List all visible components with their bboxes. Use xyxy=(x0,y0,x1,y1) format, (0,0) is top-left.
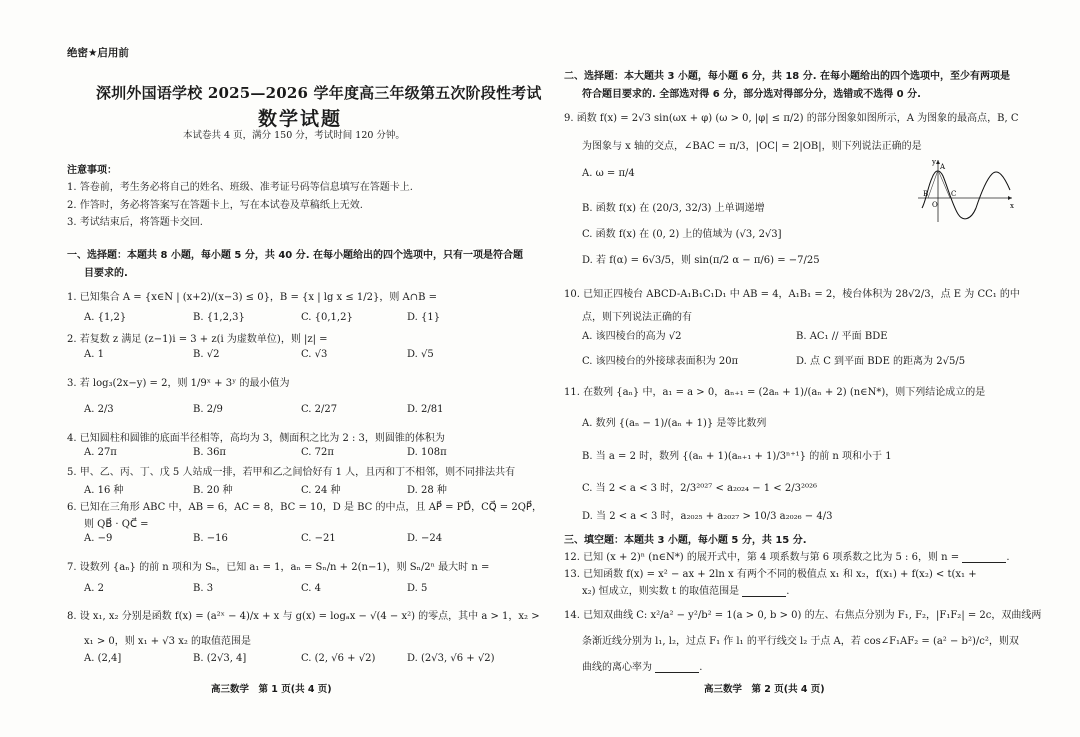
q3-option-c: C. 2/27 xyxy=(301,404,338,415)
question-9: 9. 函数 f(x) = 2√3 sin(ωx + φ) (ω > 0, |φ| ≤ π/2) 的部分图象如图所示，A 为图象的最高点，B, C xyxy=(564,113,1019,124)
q8-option-d: D. (2√3, √6 + √2) xyxy=(407,653,495,664)
exam-title: 深圳外国语学校 2025—2026 学年度高三年级第五次阶段性考试 xyxy=(96,84,542,102)
q5-option-d: D. 28 种 xyxy=(407,485,447,496)
q8-option-c: C. (2, √6 + √2) xyxy=(301,653,376,664)
question-12-text: 12. 已知 (x + 2)ⁿ (n∈N*) 的展开式中，第 4 项系数与第 6 项系数之比为 5 : 6，则 n = xyxy=(564,552,960,563)
q4-option-a: A. 27π xyxy=(84,447,117,458)
question-1: 1. 已知集合 A = {x∈N | (x+2)/(x−3) ≤ 0}，B = {x | lg x ≤ 1/2}，则 A∩B = xyxy=(67,292,438,303)
section3-heading: 三、填空题：本题共 3 小题，每小题 5 分，共 15 分. xyxy=(564,535,807,546)
q3-option-d: D. 2/81 xyxy=(407,404,444,415)
q2-option-c: C. √3 xyxy=(301,349,328,360)
q11-option-d: D. 当 2 < a < 3 时，a₂₀₂₅ + a₂₀₂₇ > 10/3 a₂₀₂₆ − 4/3 xyxy=(582,511,833,522)
q6-option-d: D. −24 xyxy=(407,533,443,544)
q9-option-c: C. 函数 f(x) 在 (0, 2) 上的值域为 (√3, 2√3] xyxy=(582,229,782,240)
q11-option-b: B. 当 a = 2 时，数列 {(aₙ + 1)(aₙ₊₁ + 1)/3ⁿ⁺¹} 的前 n 项和小于 1 xyxy=(582,451,892,462)
sine-graph xyxy=(916,156,1016,226)
q6-option-c: C. −21 xyxy=(301,533,336,544)
question-7: 7. 设数列 {aₙ} 的前 n 项和为 Sₙ，已知 a₁ = 1，aₙ = Sₙ/n + 2(n−1)，则 Sₙ/2ⁿ 最大时 n = xyxy=(67,562,490,573)
question-13: 13. 已知函数 f(x) = x² − ax + 2ln x 有两个不同的极值点 x₁ 和 x₂，f(x₁) + f(x₂) < t(x₁ + xyxy=(564,569,977,580)
question-14-cont: 条渐近线分别为 l₁, l₂，过点 F₁ 作 l₁ 的平行线交 l₂ 于点 A，若 cos∠F₁AF₂ = (a² − b²)/c²，则双 xyxy=(582,636,1019,647)
q7-option-a: A. 2 xyxy=(84,583,104,594)
q10-option-d: D. 点 C 到平面 BDE 的距离为 2√5/5 xyxy=(796,356,966,367)
question-8: 8. 设 x₁, x₂ 分别是函数 f(x) = (a²ˣ − 4)/x + x 与 g(x) = logₐx − √(4 − x²) 的零点，其中 a > 1，x₂ > xyxy=(67,611,540,622)
q5-option-a: A. 16 种 xyxy=(84,485,124,496)
q9-option-b: B. 函数 f(x) 在 (20/3, 32/3) 上单调递增 xyxy=(582,203,765,214)
question-4: 4. 已知圆柱和圆锥的底面半径相等，高均为 3，侧面积之比为 2 : 3，则圆锥的体积为 xyxy=(67,433,445,444)
subject-title: 数学试题 xyxy=(258,108,343,130)
graph-label-x: x xyxy=(1010,202,1014,210)
q1-option-d: D. {1} xyxy=(407,312,441,323)
q11-option-a: A. 数列 {(aₙ − 1)/(aₙ + 1)} 是等比数列 xyxy=(582,418,767,429)
question-3: 3. 若 log₃(2x−y) = 2，则 1/9ˣ + 3ʸ 的最小值为 xyxy=(67,378,290,389)
q7-option-d: D. 5 xyxy=(407,583,428,594)
q3-option-b: B. 2/9 xyxy=(193,404,223,415)
question-14-cont2-text: 曲线的离心率为 xyxy=(582,662,652,673)
question-14-cont2: 曲线的离心率为 . xyxy=(582,662,703,673)
question-9-cont: 为图象与 x 轴的交点，∠BAC = π/3，|OC| = 2|OB|，则下列说法正确的是 xyxy=(582,141,922,152)
question-14: 14. 已知双曲线 C: x²/a² − y²/b² = 1(a > 0, b > 0) 的左、右焦点分别为 F₁, F₂，|F₁F₂| = 2c，双曲线两 xyxy=(564,610,1042,621)
q7-option-c: C. 4 xyxy=(301,583,322,594)
q8-option-b: B. (2√3, 4] xyxy=(193,653,247,664)
notice-2: 2. 作答时，务必将答案写在答题卡上，写在本试卷及草稿纸上无效. xyxy=(67,200,363,211)
q3-option-a: A. 2/3 xyxy=(84,404,114,415)
graph-label-c: C xyxy=(951,190,957,198)
q4-option-d: D. 108π xyxy=(407,447,447,458)
notice-heading: 注意事项： xyxy=(67,165,117,176)
section2-heading-cont: 符合题目要求的. 全部选对得 6 分，部分选对得部分分，选错或不选得 0 分. xyxy=(582,89,921,100)
q10-option-a: A. 该四棱台的高为 √2 xyxy=(582,331,682,342)
notice-1: 1. 答卷前，考生务必将自己的姓名、班级、准考证号码等信息填写在答题卡上. xyxy=(67,182,413,193)
q6-option-b: B. −16 xyxy=(193,533,228,544)
q1-option-b: B. {1,2,3} xyxy=(193,312,245,323)
q5-option-b: B. 20 种 xyxy=(193,485,233,496)
q9-option-a: A. ω = π/4 xyxy=(582,168,635,179)
q13-answer-blank xyxy=(742,586,786,597)
notice-3: 3. 考试结束后，将答题卡交回. xyxy=(67,217,203,228)
q2-option-a: A. 1 xyxy=(84,349,104,360)
question-8-cont: x₁ > 0，则 x₁ + √3 x₂ 的取值范围是 xyxy=(84,636,252,647)
question-13-cont: x₂) 恒成立，则实数 t 的取值范围是 . xyxy=(582,586,790,597)
graph-label-o: O xyxy=(932,201,938,209)
question-10-cont: 点，则下列说法正确的有 xyxy=(582,312,692,323)
graph-label-y: y xyxy=(932,158,936,166)
q9-option-d: D. 若 f(α) = 6√3/5，则 sin(π/2 α − π/6) = −7/25 xyxy=(582,255,820,266)
confidential-label: 绝密★启用前 xyxy=(67,47,129,59)
exam-subtitle: 本试卷共 4 页，满分 150 分，考试时间 120 分钟。 xyxy=(183,130,405,141)
question-12: 12. 已知 (x + 2)ⁿ (n∈N*) 的展开式中，第 4 项系数与第 6 项系数之比为 5 : 6，则 n = . xyxy=(564,552,1010,563)
q8-option-a: A. (2,4] xyxy=(84,653,122,664)
q4-option-c: C. 72π xyxy=(301,447,334,458)
q2-option-b: B. √2 xyxy=(193,349,220,360)
question-5: 5. 甲、乙、丙、丁、戊 5 人站成一排，若甲和乙之间恰好有 1 人，且丙和丁不相邻，则不同排法共有 xyxy=(67,467,516,478)
question-13-cont-text: x₂) 恒成立，则实数 t 的取值范围是 xyxy=(582,586,740,597)
section1-heading-cont: 目要求的. xyxy=(84,268,128,279)
q10-option-c: C. 该四棱台的外接球表面积为 20π xyxy=(582,356,739,367)
right-page xyxy=(540,0,1080,737)
question-10: 10. 已知正四棱台 ABCD-A₁B₁C₁D₁ 中 AB = 4，A₁B₁ = 2，棱台体积为 28√2/3，点 E 为 CC₁ 的中 xyxy=(564,289,1020,300)
q2-option-d: D. √5 xyxy=(407,349,434,360)
question-6-cont: 则 QB⃗ · QC⃗ = xyxy=(84,519,149,530)
page-footer: 高三数学 第 2 页(共 4 页) xyxy=(704,684,825,695)
graph-label-a: A xyxy=(940,163,946,171)
segment-ac xyxy=(938,170,950,198)
q1-option-c: C. {0,1,2} xyxy=(301,312,353,323)
q12-answer-blank xyxy=(962,552,1006,563)
page-footer: 高三数学 第 1 页(共 4 页) xyxy=(211,684,332,695)
q5-option-c: C. 24 种 xyxy=(301,485,341,496)
q1-option-a: A. {1,2} xyxy=(84,312,127,323)
section2-heading: 二、选择题：本大题共 3 小题，每小题 6 分，共 18 分. 在每小题给出的四个选项中，至少有两项是 xyxy=(564,71,1011,82)
q10-option-b: B. AC₁ // 平面 BDE xyxy=(796,331,888,342)
q4-option-b: B. 36π xyxy=(193,447,227,458)
q11-option-c: C. 当 2 < a < 3 时，2/3²⁰²⁷ < a₂₀₂₄ − 1 < 2/3²⁰²⁶ xyxy=(582,483,817,494)
section1-heading: 一、选择题：本题共 8 小题，每小题 5 分，共 40 分. 在每小题给出的四个选项中，只有一项是符合题 xyxy=(67,250,524,261)
q6-option-a: A. −9 xyxy=(84,533,113,544)
question-2: 2. 若复数 z 满足 (z−1)i = 3 + z(i 为虚数单位)，则 |z| = xyxy=(67,334,328,345)
graph-label-b: B xyxy=(923,190,929,198)
question-6: 6. 已知在三角形 ABC 中，AB = 6，AC = 8，BC = 10，D 是 BC 的中点，且 AP⃗ = PD⃗，CQ⃗ = 2QP⃗， xyxy=(67,502,542,513)
q14-answer-blank xyxy=(655,662,699,673)
question-11: 11. 在数列 {aₙ} 中，a₁ = a > 0，aₙ₊₁ = (2aₙ + 1)/(aₙ + 2) (n∈N*)，则下列结论成立的是 xyxy=(564,387,986,398)
q7-option-b: B. 3 xyxy=(193,583,214,594)
